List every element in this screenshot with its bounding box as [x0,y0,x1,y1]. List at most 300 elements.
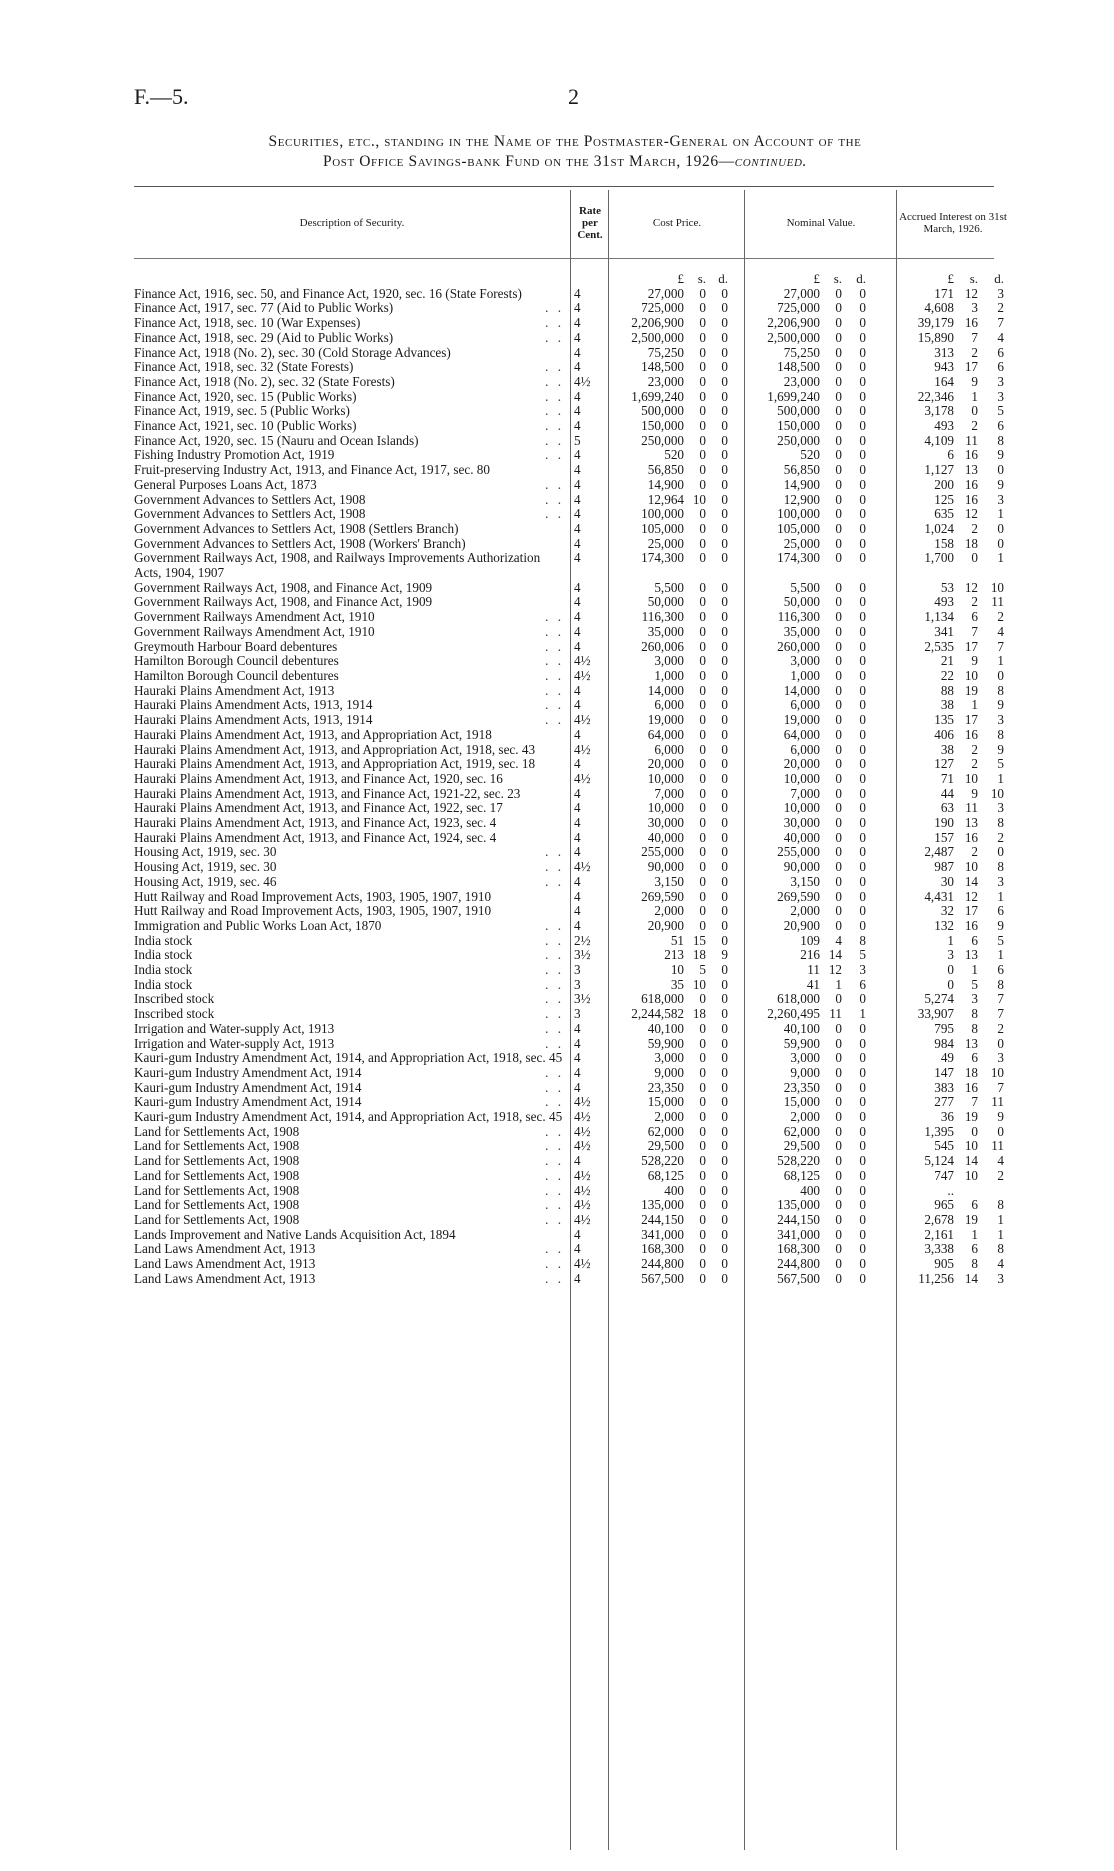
table-row [134,346,1004,361]
nominal-pence: 0 [859,300,866,316]
cost-pounds: 528,220 [641,1153,684,1169]
nominal-pence: 0 [859,785,866,801]
security-description [134,625,570,640]
nominal-shillings: 0 [835,1079,842,1095]
nominal-pence: 0 [859,667,866,683]
security-description [134,698,570,713]
rate-per-cent: 4½ [574,1109,591,1125]
accrued-shillings: 0 [971,550,978,566]
accrued-shillings: 17 [964,903,978,919]
cost-pounds: 2,244,582 [631,1006,684,1022]
nominal-shillings: 0 [835,491,842,507]
security-description [134,1169,570,1184]
nominal-pounds: 725,000 [777,300,820,316]
rate-per-cent: 3 [574,1006,581,1022]
accrued-shillings: 8 [971,1020,978,1036]
cost-shillings: 10 [692,491,706,507]
security-description [134,507,570,522]
cost-pounds: 618,000 [641,991,684,1007]
nominal-shillings: 0 [835,432,842,448]
accrued-pence: 1 [997,1212,1004,1227]
accrued-pounds: 190 [934,815,954,831]
nominal-pounds: 23,000 [783,373,820,389]
security-description-text: Government Advances to Settlers Act, 1908 (Settlers Branch) [134,521,459,536]
nominal-pence: 0 [859,1138,866,1154]
security-description-text: Land for Settlements Act, 1908 [134,1183,300,1198]
table-row [134,1066,1004,1081]
accrued-pounds: 22 [940,667,954,683]
accrued-pounds: 0 [947,976,954,992]
nominal-pence: 0 [859,579,866,595]
rate-per-cent: 3 [574,976,581,992]
nominal-shillings: 0 [835,1256,842,1272]
cost-pence: 0 [721,726,728,742]
nominal-pounds: 41 [806,976,820,992]
nominal-pence: 0 [859,491,866,507]
cost-pounds: 56,850 [647,462,684,478]
accrued-shillings: 7 [971,623,978,639]
security-description-text: Kauri-gum Industry Amendment Act, 1914 [134,1065,362,1080]
nominal-pence: 0 [859,447,866,463]
table-row [134,478,1004,493]
accrued-pounds: 341 [934,623,954,639]
security-description [134,978,570,993]
nominal-pounds: 3,000 [790,653,820,669]
leader-dots: . . [545,1007,564,1022]
rate-per-cent: 5 [574,432,581,448]
rate-per-cent: 4 [574,1020,581,1036]
nominal-shillings: 0 [835,285,842,301]
nominal-shillings: 14 [828,947,842,963]
cost-shillings: 0 [699,1020,706,1036]
cost-pounds: 2,000 [654,903,684,919]
security-description [134,287,570,302]
nominal-pounds: 9,000 [790,1064,820,1080]
security-description [134,919,570,934]
rate-per-cent: 4½ [574,1182,591,1198]
nominal-pounds: 6,000 [790,697,820,713]
accrued-pounds: 0 [947,962,954,978]
leader-dots: . . [545,507,564,522]
cost-shillings: 0 [699,476,706,492]
accrued-pence: 3 [997,1050,1004,1066]
cost-shillings: 0 [699,800,706,816]
accrued-shillings: 13 [964,815,978,831]
nominal-pounds: 23,350 [783,1079,820,1095]
cost-pence: 0 [721,403,728,419]
cost-pounds: 213 [664,947,684,963]
accrued-pence: 4 [997,1153,1004,1169]
nominal-pounds: 255,000 [777,844,820,860]
cost-shillings: 0 [699,1050,706,1066]
nominal-shillings: 0 [835,359,842,375]
table-row [134,463,1004,478]
cost-shillings: 0 [699,1241,706,1257]
nominal-shillings: 0 [835,388,842,404]
cost-pounds: 29,500 [647,1138,684,1154]
table-row [134,890,1004,905]
header-rate: Rate per Cent. [577,205,603,241]
nominal-pounds: 2,206,900 [767,315,820,331]
accrued-pounds: 795 [934,1020,954,1036]
nominal-shillings: 0 [835,888,842,904]
nominal-pounds: 2,260,495 [767,1006,820,1022]
nominal-shillings: 0 [835,1241,842,1257]
accrued-shillings: 18 [964,535,978,551]
accrued-shillings: 10 [964,1167,978,1183]
accrued-pounds: 125 [934,491,954,507]
leader-dots: . . [545,1095,564,1110]
accrued-shillings: 16 [964,726,978,742]
nominal-pence: 0 [859,1167,866,1183]
table-row [134,1228,1004,1243]
cost-shillings: 0 [699,1226,706,1242]
header-bottom-rule [134,258,994,259]
cost-pence: 0 [721,550,728,566]
nominal-pence: 0 [859,1182,866,1198]
nominal-shillings: 0 [835,1197,842,1213]
accrued-pence: 4 [997,623,1004,639]
nominal-shillings: 0 [835,1212,842,1227]
nominal-shillings: 0 [835,1138,842,1154]
accrued-shillings: 18 [964,1064,978,1080]
security-description-text: Finance Act, 1918 (No. 2), sec. 30 (Cold Storage Advances) [134,345,451,360]
nominal-shillings: 0 [835,1109,842,1125]
cost-pence: 0 [721,300,728,316]
cost-shillings: 0 [699,1212,706,1227]
security-description-text: Housing Act, 1919, sec. 46 [134,874,277,889]
accrued-shillings: 2 [971,756,978,772]
accrued-pounds: 38 [940,741,954,757]
accrued-pounds: 6 [947,447,954,463]
cost-shillings: 0 [699,1138,706,1154]
nominal-pence: 0 [859,609,866,625]
nominal-shillings: 0 [835,1094,842,1110]
table-row [134,493,1004,508]
table-row [134,1242,1004,1257]
accrued-shillings: 2 [971,594,978,610]
cost-pounds: 6,000 [654,697,684,713]
accrued-pence: 9 [997,697,1004,713]
table-row [134,816,1004,831]
accrued-shillings: 14 [964,1270,978,1286]
cost-pence: 0 [721,344,728,360]
accrued-pounds: 147 [934,1064,954,1080]
leader-dots: . . [545,448,564,463]
accrued-pounds: 88 [940,682,954,698]
rate-per-cent: 4½ [574,770,591,786]
rate-per-cent: 4½ [574,667,591,683]
rate-per-cent: 4½ [574,1123,591,1139]
security-description [134,1228,570,1243]
accrued-shillings: 13 [964,462,978,478]
security-description [134,963,570,978]
nominal-pence: 0 [859,1241,866,1257]
rate-per-cent: 4 [574,1153,581,1169]
nominal-pounds: 135,000 [777,1197,820,1213]
leader-dots: . . [545,1065,564,1080]
cost-shillings: 0 [699,991,706,1007]
table-row [134,919,1004,934]
accrued-pounds: 171 [934,285,954,301]
accrued-pounds: 2,161 [924,1226,954,1242]
nominal-pounds: 567,500 [777,1270,820,1286]
nominal-pence: 0 [859,726,866,742]
rate-per-cent: 4 [574,917,581,933]
nominal-pounds: 116,300 [777,609,820,625]
table-row [134,1272,1004,1287]
header-nominal-value: Nominal Value. [786,217,856,229]
cost-pence: 0 [721,1153,728,1169]
accrued-pounds: 71 [940,770,954,786]
accrued-pence: 1 [997,506,1004,522]
nominal-pounds: 15,000 [783,1094,820,1110]
cost-shillings: 0 [699,888,706,904]
accrued-shillings: 1 [971,388,978,404]
cost-pounds: 10,000 [647,800,684,816]
leader-dots: . . [545,1080,564,1095]
title-line-1: Securities, etc., standing in the Name of the Postmaster-General on Account of the [268,133,862,150]
nominal-pence: 3 [859,962,866,978]
nominal-shillings: 0 [835,697,842,713]
accrued-pounds: 38 [940,697,954,713]
cost-pence: 0 [721,1094,728,1110]
rate-per-cent: 4 [574,785,581,801]
cost-pounds: 5,500 [654,579,684,595]
page-identifier: F.—5. [134,84,189,109]
accrued-pounds: 30 [940,873,954,889]
leader-dots: . . [545,389,564,404]
security-description-text: Land for Settlements Act, 1908 [134,1124,300,1139]
nominal-shillings: 0 [835,506,842,522]
security-description [134,316,570,331]
accrued-pence: 2 [997,300,1004,316]
accrued-shillings: 6 [971,1197,978,1213]
nominal-pence: 0 [859,285,866,301]
accrued-pounds: 158 [934,535,954,551]
nominal-shillings: 0 [835,638,842,654]
nominal-pence: 0 [859,991,866,1007]
accrued-pence: 6 [997,344,1004,360]
cost-pounds: 400 [664,1182,684,1198]
accrued-pence: 0 [997,667,1004,683]
cost-pence: 0 [721,1197,728,1213]
cost-pence: 0 [721,962,728,978]
leader-dots: . . [545,654,564,669]
accrued-pounds: 2,678 [924,1212,954,1227]
accrued-pence: 8 [997,726,1004,742]
table-row [134,743,1004,758]
rate-per-cent: 4½ [574,1094,591,1110]
security-description [134,360,570,375]
accrued-pounds: 164 [934,373,954,389]
cost-pounds: 23,000 [647,373,684,389]
security-description [134,1110,570,1125]
rate-per-cent: 4 [574,1226,581,1242]
table-row [134,1125,1004,1140]
nominal-pounds: 244,800 [777,1256,820,1272]
table-row [134,581,1004,596]
leader-dots: . . [545,977,564,992]
leader-dots: . . [545,404,564,419]
cost-shillings: 5 [699,962,706,978]
leader-dots: . . [545,698,564,713]
cost-pence: 0 [721,1035,728,1051]
security-description [134,845,570,860]
leader-dots: . . [545,874,564,889]
accrued-pounds: 39,179 [917,315,954,331]
leader-dots: . . [545,918,564,933]
nominal-pence: 0 [859,1256,866,1272]
nominal-shillings: 12 [828,962,842,978]
security-description [134,890,570,905]
nominal-pounds: 7,000 [790,785,820,801]
accrued-shillings: 12 [964,506,978,522]
cost-shillings: 0 [699,1109,706,1125]
nominal-shillings: 4 [835,932,842,948]
nominal-pence: 0 [859,388,866,404]
rate-per-cent: 4 [574,550,581,566]
nominal-shillings: 0 [835,1035,842,1051]
nominal-shillings: 0 [835,579,842,595]
security-description-text: Hauraki Plains Amendment Act, 1913, and Finance Act, 1924, sec. 4 [134,830,497,845]
accrued-shillings: 11 [965,432,978,448]
nominal-pounds: 10,000 [783,770,820,786]
leader-dots: . . [545,1183,564,1198]
nominal-shillings: 0 [835,770,842,786]
cost-pence: 0 [721,917,728,933]
table-row [134,287,1004,302]
security-description-text: Land Laws Amendment Act, 1913 [134,1242,316,1257]
rate-per-cent: 4 [574,315,581,331]
accrued-shillings: 10 [964,667,978,683]
security-description-text: Finance Act, 1918, sec. 32 (State Forests) [134,360,354,375]
table-row [134,316,1004,331]
nominal-pence: 0 [859,1109,866,1125]
rate-per-cent: 4½ [574,1167,591,1183]
nominal-pounds: 174,300 [777,550,820,566]
table-row [134,1257,1004,1272]
security-description [134,522,570,537]
leader-dots: . . [545,713,564,728]
accrued-shillings: 3 [971,300,978,316]
cost-pounds: 105,000 [641,520,684,536]
nominal-pence: 0 [859,476,866,492]
nominal-pounds: 244,150 [777,1212,820,1227]
cost-pence: 0 [721,991,728,1007]
nominal-pence: 0 [859,1197,866,1213]
accrued-pounds: 1,700 [924,550,954,566]
nominal-pounds: 3,000 [790,1050,820,1066]
cost-pounds: 2,206,900 [631,315,684,331]
nominal-shillings: 0 [835,785,842,801]
leader-dots: . . [545,933,564,948]
cost-shillings: 0 [699,1256,706,1272]
cost-pence: 0 [721,432,728,448]
security-description-text: Land for Settlements Act, 1908 [134,1154,300,1169]
accrued-pounds: 21 [940,653,954,669]
security-description [134,831,570,846]
accrued-shillings: 12 [964,888,978,904]
rate-per-cent: 4 [574,476,581,492]
table-row [134,522,1004,537]
nominal-shillings: 0 [835,329,842,345]
accrued-pence: 7 [997,1006,1004,1022]
cost-shillings: 0 [699,359,706,375]
nominal-pence: 0 [859,403,866,419]
table-row [134,1037,1004,1052]
security-description-text: Land for Settlements Act, 1908 [134,1139,300,1154]
nominal-pounds: 148,500 [777,359,820,375]
security-description-text: Hauraki Plains Amendment Act, 1913, and Appropriation Act, 1918 [134,727,492,742]
cost-shillings: 0 [699,418,706,434]
accrued-pence: 5 [997,756,1004,772]
nominal-shillings: 1 [835,976,842,992]
cost-shillings: 0 [699,638,706,654]
security-description [134,757,570,772]
security-description-text: Finance Act, 1918 (No. 2), sec. 32 (State Forests) [134,374,395,389]
security-description-text: Land Laws Amendment Act, 1913 [134,1271,316,1286]
accrued-shillings: 5 [971,976,978,992]
accrued-shillings: 9 [971,373,978,389]
cost-shillings: 0 [699,594,706,610]
cost-pence: 0 [721,1050,728,1066]
nominal-pence: 0 [859,638,866,654]
nominal-pence: 0 [859,1094,866,1110]
table-row [134,551,1004,580]
units-row [134,272,1004,287]
cost-pounds: 260,006 [641,638,684,654]
cost-pence: 0 [721,594,728,610]
cost-pounds: 14,000 [647,682,684,698]
cost-pounds: 2,500,000 [631,329,684,345]
cost-shillings: 0 [699,1123,706,1139]
table-row [134,434,1004,449]
nominal-pounds: 59,900 [783,1035,820,1051]
accrued-pounds: 5,124 [924,1153,954,1169]
security-description-text: Hauraki Plains Amendment Act, 1913, and Finance Act, 1923, sec. 4 [134,816,497,831]
cost-pounds: 135,000 [641,1197,684,1213]
nominal-shillings: 0 [835,535,842,551]
cost-shillings: 0 [699,1079,706,1095]
cost-pounds: 567,500 [641,1270,684,1286]
nominal-shillings: 0 [835,1020,842,1036]
accrued-pence: 1 [997,550,1004,566]
accrued-shillings: 1 [971,697,978,713]
leader-dots: . . [545,1213,564,1227]
accrued-pence: 10 [990,785,1004,801]
rate-per-cent: 4 [574,462,581,478]
security-description-text: Housing Act, 1919, sec. 30 [134,845,277,860]
security-description [134,551,570,580]
security-description [134,419,570,434]
table-row [134,1081,1004,1096]
accrued-shillings: 16 [964,476,978,492]
accrued-pounds: 277 [934,1094,954,1110]
accrued-pence: 10 [990,579,1004,595]
cost-shillings: 0 [699,815,706,831]
table-row [134,1139,1004,1154]
cost-pounds: 116,300 [641,609,684,625]
cost-shillings: 0 [699,1064,706,1080]
cost-pence: 0 [721,1226,728,1242]
security-description-text: Land for Settlements Act, 1908 [134,1168,300,1183]
cost-pounds: 3,150 [654,873,684,889]
cost-shillings: 0 [699,300,706,316]
security-description-text: Land for Settlements Act, 1908 [134,1213,300,1227]
rate-per-cent: 4½ [574,741,591,757]
nominal-shillings: 0 [835,550,842,566]
